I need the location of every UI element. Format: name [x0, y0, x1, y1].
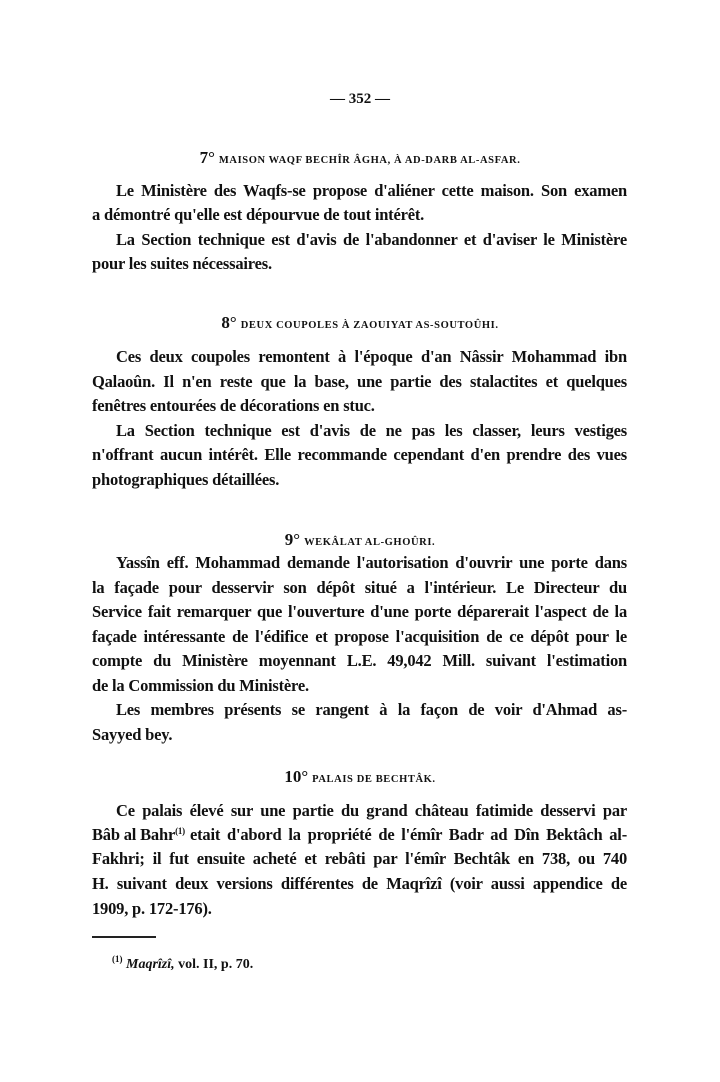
paragraph-line: Service fait remarquer que l'ouverture d'une porte déparerait l'aspect de la: [92, 602, 627, 621]
paragraph-line: Qalaoûn. Il n'en reste que la base, une partie des stalactites et quelques: [92, 372, 627, 391]
section-heading-8: [0, 313, 720, 336]
footnote-reference[interactable]: (1): [175, 826, 185, 836]
section-title: WEKÂLAT AL-GHOÛRI.: [304, 537, 436, 548]
paragraph-line: la façade pour desservir son dépôt situé a l'intérieur. Le Directeur du: [92, 578, 627, 597]
paragraph-line: Ces deux coupoles remontent à l'époque d'an Nâssir Mohammad ibn: [116, 347, 627, 366]
paragraph-line: Sayyed bey.: [92, 725, 173, 744]
paragraph-line: Ce palais élevé sur une partie du grand château fatimide desservi par: [116, 801, 627, 820]
paragraph-line: a démontré qu'elle est dépourvue de tout intérêt.: [92, 205, 425, 224]
section-number: 8°: [221, 313, 237, 332]
footnote-divider: [92, 936, 156, 938]
paragraph-line: 1909, p. 172-176).: [92, 899, 212, 918]
footnote: [112, 954, 254, 973]
section-number: 7°: [199, 148, 215, 167]
paragraph-line: Fakhri; il fut ensuite acheté et rebâti par l'émîr Bechtâk en 738, ou 740: [92, 849, 627, 868]
section-heading-10: [0, 767, 720, 790]
text-run: Bâb al Bahr: [92, 825, 176, 844]
paragraph-line: de la Commission du Ministère.: [92, 676, 309, 695]
section-number: 9°: [284, 530, 301, 549]
section-heading-9: [0, 530, 720, 553]
paragraph-line: La Section technique est d'avis de ne pas les classer, leurs vestiges: [116, 421, 627, 440]
paragraph-line: La Section technique est d'avis de l'abandonner et d'aviser le Ministère: [116, 230, 627, 249]
section-title: MAISON WAQF BECHÎR ÂGHA, À AD-DARB AL-ASFAR.: [218, 155, 521, 166]
text-run: etait d'abord la propriété de l'émîr Badr ad Dîn Bektâch al-: [189, 825, 627, 844]
paragraph-line: fenêtres entourées de décorations en stuc.: [92, 396, 375, 415]
paragraph-line: photographiques détaillées.: [92, 470, 280, 489]
footnote-marker: (1): [112, 954, 123, 964]
section-title: PALAIS DE BECHTÂK.: [312, 774, 436, 785]
paragraph-line: n'offrant aucun intérêt. Elle recommande cependant d'en prendre des vues: [92, 445, 627, 464]
paragraph-line: [92, 825, 627, 845]
section-title: DEUX COUPOLES À ZAOUIYAT AS-SOUTOÛHI.: [240, 320, 499, 331]
paragraph-line: façade intéressante de l'édifice et propose l'acquisition de ce dépôt pour le: [92, 627, 627, 646]
paragraph-line: H. suivant deux versions différentes de Maqrîzî (voir aussi appendice de: [92, 874, 627, 893]
paragraph-line: Le Ministère des Waqfs-se propose d'aliéner cette maison. Son examen: [116, 181, 627, 200]
paragraph-line: Yassîn eff. Mohammad demande l'autorisation d'ouvrir une porte dans: [116, 553, 627, 572]
section-number: 10°: [284, 767, 309, 786]
footnote-text: vol. II, p. 70.: [178, 957, 254, 972]
text-run: [92, 825, 185, 845]
page-number: — 352 —: [330, 91, 390, 107]
section-heading-7: [0, 148, 720, 171]
paragraph-line: compte du Ministère moyennant L.E. 49,042 Mill. suivant l'estimation: [92, 651, 627, 670]
footnote-source: Maqrîzî,: [126, 957, 175, 972]
paragraph-line: pour les suites nécessaires.: [92, 254, 272, 273]
paragraph-line: Les membres présents se rangent à la façon de voir d'Ahmad as-: [116, 700, 627, 719]
